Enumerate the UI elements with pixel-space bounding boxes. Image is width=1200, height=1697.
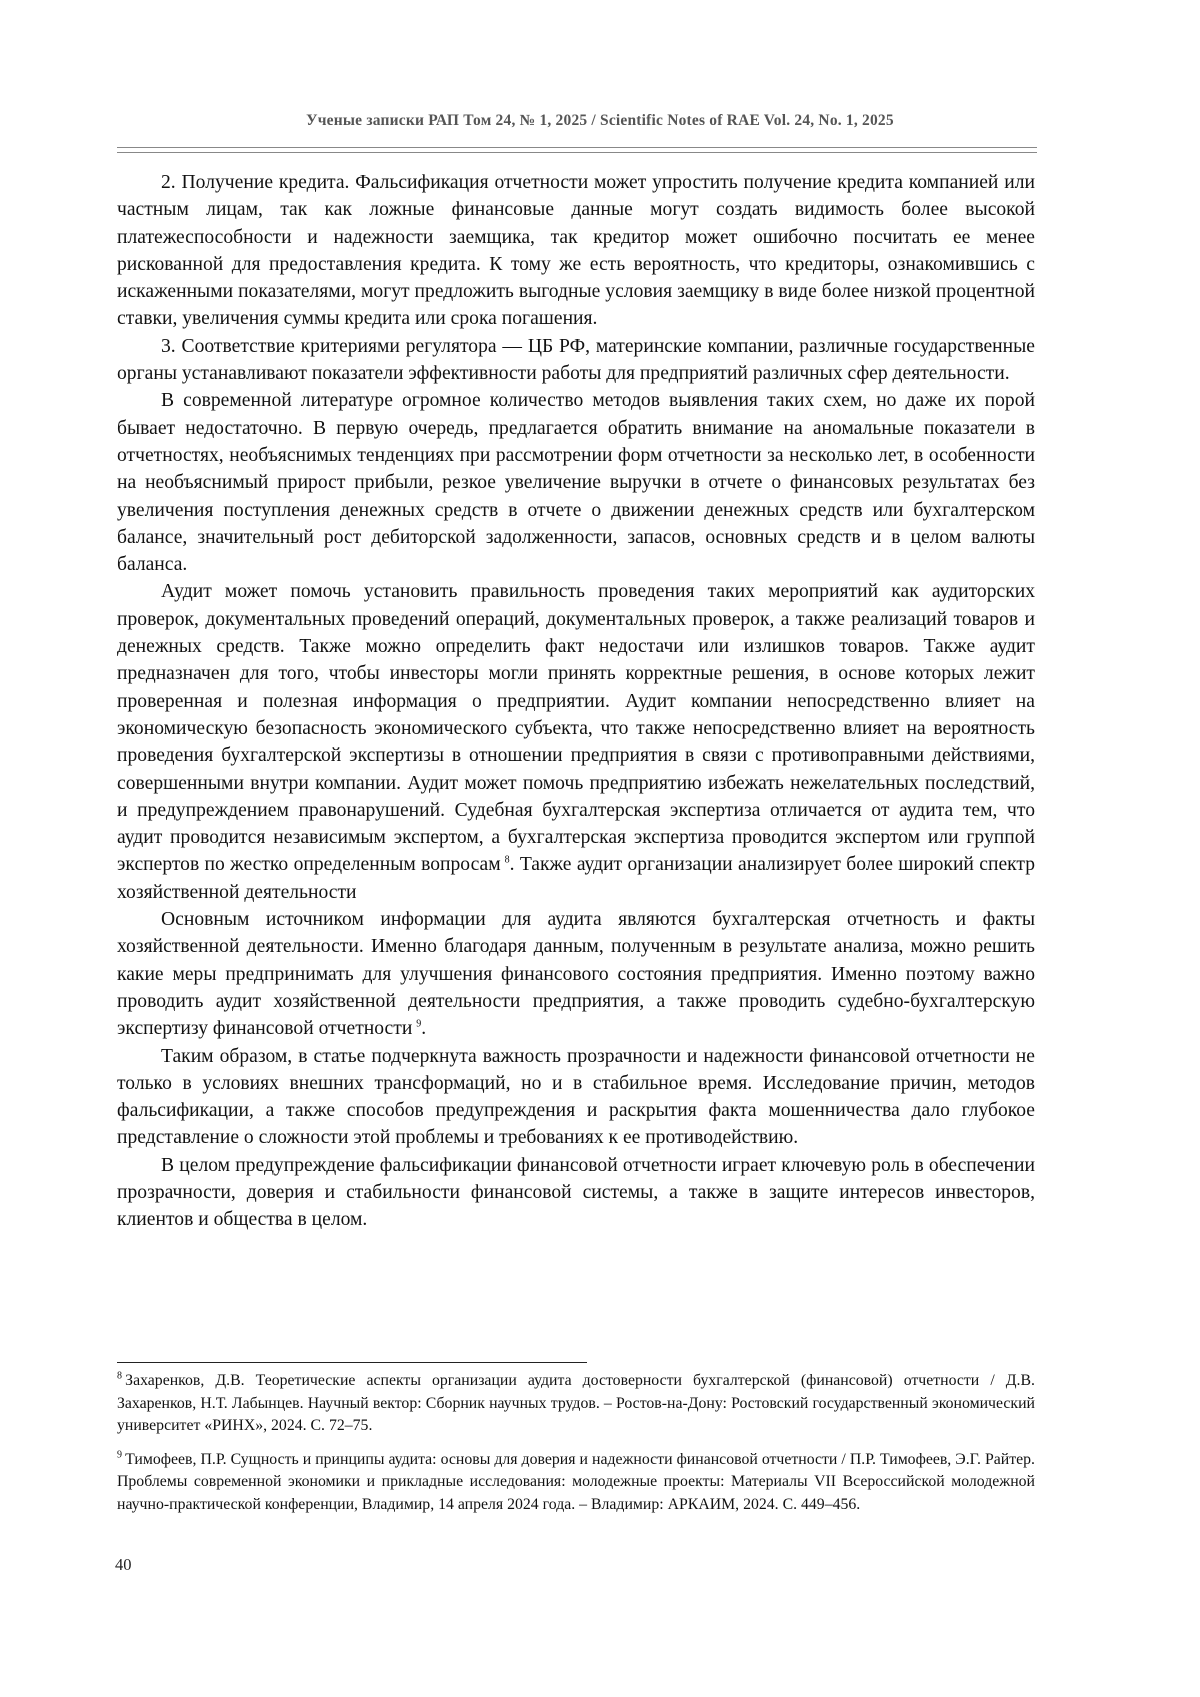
- paragraph-audit-text: Аудит может помочь установить правильность проведения таких мероприятий как аудиторских проверок, документальных проведений операций, документальных проверок, а также реализаций товаров и денежных средств. Также можно определить факт недостачи или излишков товаров. Также аудит предназначен для того, чтобы инвесторы могли принять корректные решения, в основе которых лежит проверенная и полезная информация о предприятии. Аудит компании непосредственно влияет на экономическую безопасность экономического субъекта, что также непосредственно влияет на вероятность проведения бухгалтерской экспертизы в отношении предприятия в связи с противоправными действиями, совершенными внутри компании. Аудит может помочь предприятию избежать нежелательных последствий, и предупреждением правонарушений. Судебная бухгалтерская экспертиза отличается от аудита тем, что аудит проводится независимым экспертом, а бухгалтерская экспертиза проводится экспертом или группой экспертов по жестко определенным вопросам: [117, 581, 1035, 876]
- footnote-text: Захаренков, Д.В. Теоретические аспекты организации аудита достоверности бухгалтерской (финансовой) отчетности / Д.В. Захаренков, Н.Т. Лабынцев. Научный вектор: Сборник научных трудов. – Ростов-на-Дону: Ростовский государственный экономический университет «РИНХ», 2024. С. 72–75.: [117, 1372, 1035, 1435]
- paragraph-sources: [117, 906, 1035, 1042]
- footnote-ref-9[interactable]: 9: [416, 1018, 422, 1030]
- paragraph-audit-tail: . Также аудит организации анализирует более широкий спектр хозяйственной деятельности: [117, 854, 1035, 903]
- paragraph-credit: 2. Получение кредита. Фальсификация отчетности может упростить получение кредита компанией или частным лицам, так как ложные финансовые данные могут создать видимость более высокой платежеспособности и надежности заемщика, так кредитор может ошибочно посчитать ее менее рискованной для предоставления кредита. К тому же есть вероятность, что кредиторы, ознакомившись с искаженными показателями, могут предложить выгодные условия заемщику в виде более низкой процентной ставки, увеличения суммы кредита или срока погашения.: [117, 172, 1035, 330]
- paragraph-methods: В современной литературе огромное количество методов выявления таких схем, но даже их порой бывает недостаточно. В первую очередь, предлагается обратить внимание на аномальные показатели в отчетностях, необъяснимых тенденциях при рассмотрении форм отчетности за несколько лет, в особенности на необъяснимый прирост прибыли, резкое увеличение выручки в отчете о финансовых результатах без увеличения поступления денежных средств в отчете о движении денежных средств или бухгалтерском балансе, значительный рост дебиторской задолженности, запасов, основных средств и в целом валюты баланса.: [117, 390, 1035, 576]
- paragraph-regulator: 3. Соответствие критериями регулятора — ЦБ РФ, материнские компании, различные государственные органы устанавливают показатели эффективности работы для предприятий различных сфер деятельности.: [117, 335, 1035, 385]
- footnote-separator: [117, 1362, 587, 1363]
- footnote-8: [117, 1370, 1035, 1438]
- footnote-ref-8[interactable]: 8: [504, 854, 510, 866]
- footnotes: [117, 1370, 1035, 1528]
- paragraph-sources-text: Основным источником информации для аудита являются бухгалтерская отчетность и факты хозяйственной деятельности. Именно благодаря данным, полученным в результате анализа, можно решить какие меры предпринимать для улучшения финансового состояния предприятия. Именно поэтому важно проводить аудит хозяйственной деятельности предприятия, а также проводить судебно-бухгалтерскую экспертизу финансовой отчетности: [117, 909, 1035, 1040]
- running-header: Ученые записки РАП Том 24, № 1, 2025 / Scientific Notes of RAE Vol. 24, No. 1, 2025: [306, 112, 894, 129]
- header-rule-top: [117, 147, 1037, 148]
- paragraph-summary: В целом предупреждение фальсификации финансовой отчетности играет ключевую роль в обеспечении прозрачности, доверия и стабильности финансовой системы, а также в защите интересов инвесторов, клиентов и общества в целом.: [117, 1154, 1035, 1231]
- footnote-number: 8: [117, 1370, 122, 1382]
- page-number: 40: [115, 1555, 132, 1574]
- paragraph-conclusion: Таким образом, в статье подчеркнута важность прозрачности и надежности финансовой отчетности не только в условиях внешних трансформаций, но и в стабильное время. Исследование причин, методов фальсификации, а также способов предупреждения и раскрытия факта мошенничества дало глубокое представление о сложности этой проблемы и требованиях к ее противодействию.: [117, 1045, 1035, 1149]
- footnote-number: 9: [117, 1449, 122, 1461]
- paragraph-audit: [117, 578, 1035, 906]
- article-body: [117, 169, 1035, 1234]
- footnote-9: [117, 1449, 1035, 1517]
- paragraph-sources-tail: .: [421, 1018, 427, 1040]
- footnote-text: Тимофеев, П.Р. Сущность и принципы аудита: основы для доверия и надежности финансовой отчетности / П.Р. Тимофеев, Э.Г. Райтер. Проблемы современной экономики и прикладные исследования: молодежные проекты: Материалы VII Всероссийской молодежной научно-практической конференции, Владимир, 14 апреля 2024 года. – Владимир: АРКАИМ, 2024. С. 449–456.: [117, 1450, 1035, 1513]
- header-rule-bottom: [117, 152, 1037, 153]
